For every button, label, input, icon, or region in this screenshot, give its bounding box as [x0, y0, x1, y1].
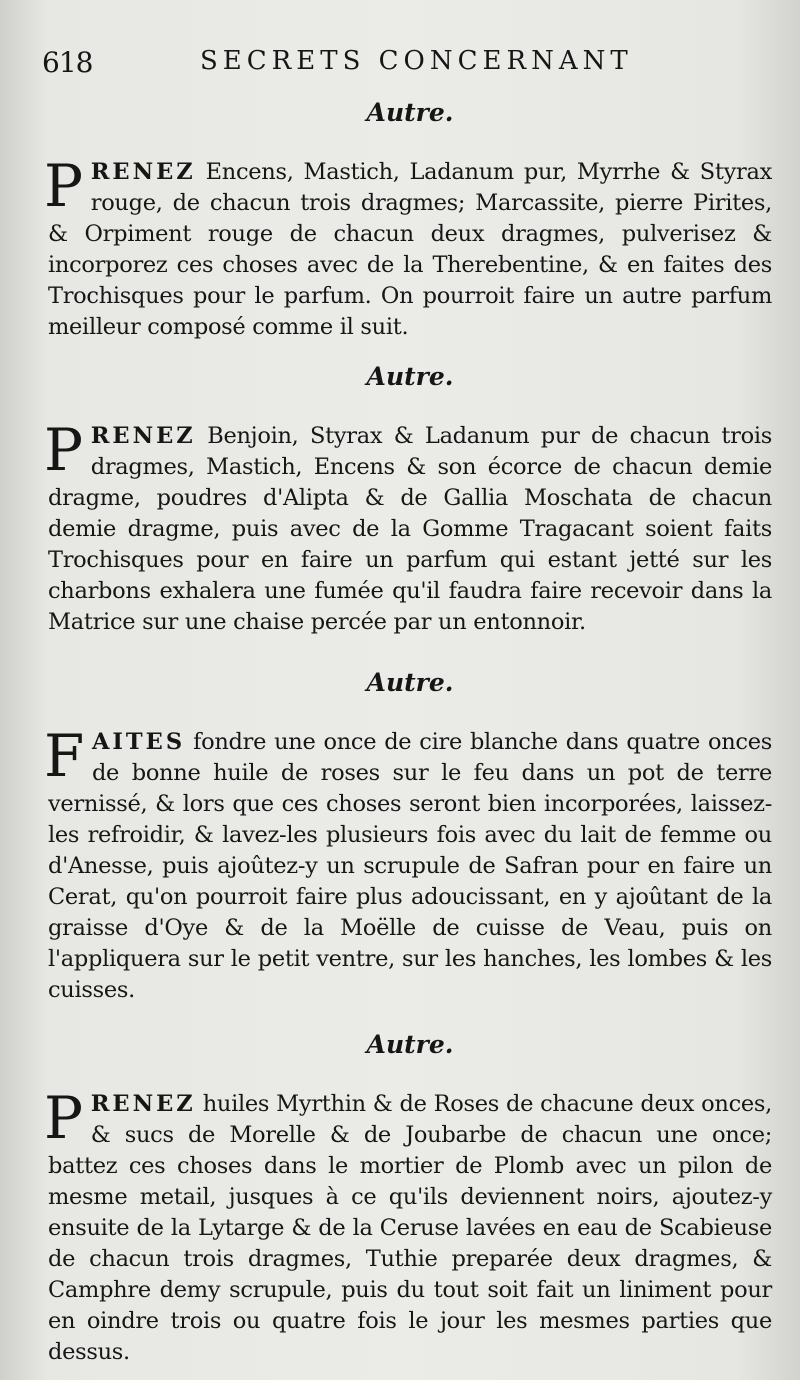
recipe-section — [44, 362, 772, 638]
lead-word: AITES — [91, 729, 186, 755]
paragraph-text: fondre une once de cire blanche dans quatre onces de bonne huile de roses sur le feu dans un pot de terre vernissé, & lors que ces choses seront bien incorporées, laissez-les refroidir, & lavez-les plusieurs fois avec du lait de femme ou d'Anesse, puis ajoûtez-y un scrupule de Safran pour en faire un Cerat, qu'on pourroit faire plus adoucissant, en y ajoûtant de la graisse d'Oye & de la Moëlle de cuisse de Veau, puis on l'appliquera sur le petit ventre, sur les hanches, les lombes & les cuisses. — [48, 729, 772, 1003]
drop-cap: P — [44, 152, 83, 220]
drop-cap: F — [44, 722, 84, 790]
paragraph-text: Encens, Mastich, Ladanum pur, Myrrhe & Styrax rouge, de chacun trois dragmes; Marcassite, pierre Pirites, & Orpiment rouge de chacun deux dragmes, pulverisez & incorporez ces choses avec de la Therebentine, & en faites des Trochisques pour le parfum. On pourroit faire un autre parfum meilleur composé comme il suit. — [48, 159, 772, 340]
section-heading: Autre. — [366, 98, 454, 127]
section-heading: Autre. — [366, 362, 454, 391]
recipe-section — [44, 98, 772, 343]
paragraph-text: Benjoin, Styrax & Ladanum pur de chacun trois dragmes, Mastich, Encens & son écorce de chacun demie dragme, poudres d'Alipta & de Gallia Moschata de chacun demie dragme, puis avec de la Gomme Tragacant soient faits Trochisques pour en faire un parfum qui estant jetté sur les charbons exhalera une fumée qu'il faudra faire recevoir dans la Matrice sur une chaise percée par un entonnoir. — [48, 423, 772, 635]
section-heading: Autre. — [366, 1030, 454, 1059]
page-header — [40, 40, 760, 80]
drop-cap: P — [44, 1084, 83, 1152]
recipe-section — [44, 1030, 772, 1368]
recipe-paragraph — [44, 416, 772, 638]
lead-word: RENEZ — [90, 423, 196, 449]
recipe-section — [44, 668, 772, 1006]
page-number: 618 — [42, 46, 93, 79]
paragraph-text: huiles Myrthin & de Roses de chacune deux onces, & sucs de Morelle & de Joubarbe de chacun une once; battez ces choses dans le mortier de Plomb avec un pilon de mesme metail, jusques à ce qu'ils deviennent noirs, ajoutez-y ensuite de la Lytarge & de la Ceruse lavées en eau de Scabieuse de chacun trois dragmes, Tuthie preparée deux dragmes, & Camphre demy scrupule, puis du tout soit fait un liniment pour en oindre trois ou quatre fois le jour les mesmes parties que dessus. — [48, 1091, 772, 1365]
recipe-paragraph — [44, 722, 772, 1006]
recipe-paragraph — [44, 152, 772, 343]
section-heading: Autre. — [366, 668, 454, 697]
recipe-paragraph — [44, 1084, 772, 1368]
lead-word: RENEZ — [90, 1091, 196, 1117]
drop-cap: P — [44, 416, 83, 484]
running-head: SECRETS CONCERNANT — [200, 46, 633, 76]
lead-word: RENEZ — [90, 159, 196, 185]
